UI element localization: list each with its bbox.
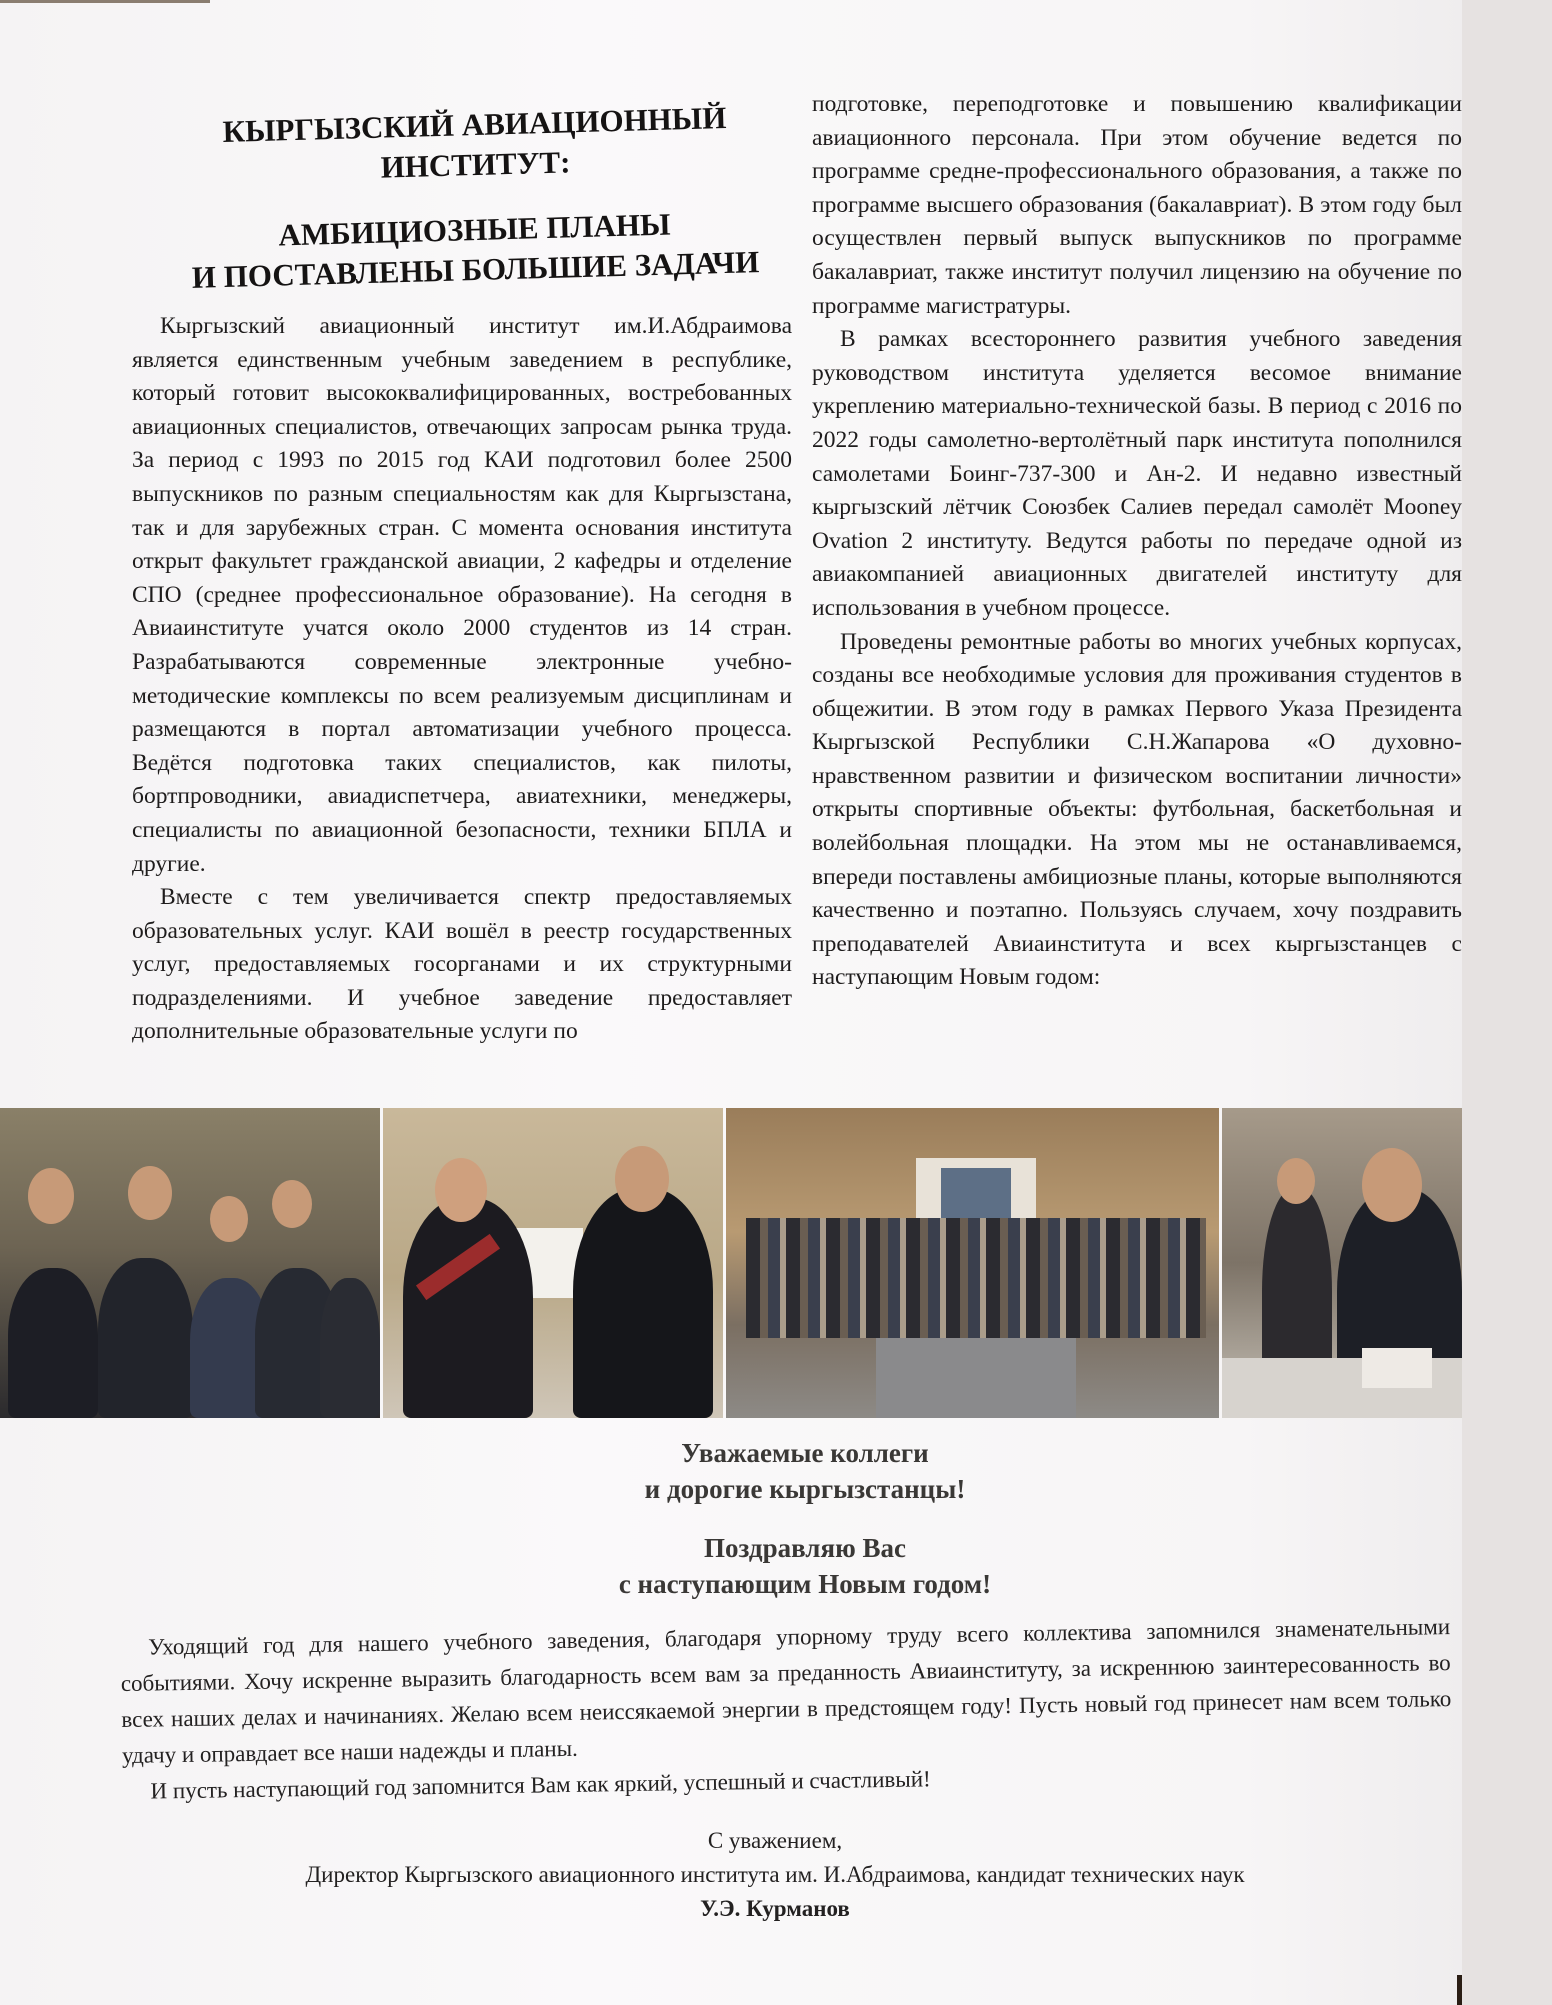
paragraph: Уходящий год для нашего учебного заведения, благодаря упорному труду всего коллектива запомнился знаменательными событиями. Хочу искренне выразить благодарность всем вам за преданность Авиаинституту, за искреннюю заинтересованность во всех наших делах и начинаниях. Желаю всем неиссякаемой энергии в предстоящем году! Пусть новый год принесет нам всем только удачу и оправдает все наши надежды и планы. (120, 1614, 1452, 1768)
paragraph-continuation: подготовке, переподготовке и повышению квалификации авиационного персонала. При этом обучение ведется по программе средне-профессионального образования, а также по программе высшего образования (бакалавриат). В этом году был осуществлен первый выпуск выпускников по программе бакалавриат, также институт получил лицензию на обучение по программе магистратуры. (812, 91, 1462, 319)
closing-text (120, 1609, 1453, 1810)
photo-award-ceremony (383, 1108, 723, 1418)
signature-regards: С уважением, (707, 1828, 843, 1853)
subtitle-line-2: И ПОСТАВЛЕНЫ БОЛЬШИЕ ЗАДАЧИ (191, 244, 760, 295)
paragraph: В рамках всестороннего развития учебного заведения руководством института уделяется весомое внимание укреплению материально-технической базы. В период с 2016 по 2022 годы самолетно-вертолётный парк института пополнился самолетами Боинг-737-300 и Ан-2. И недавно известный кыргызский лётчик Союзбек Салиев передал самолёт Mooney Ovation 2 институту. Ведутся работы по передаче одной из авиакомпанией авиационных двигателей институту для использования в учебном процессе. (812, 326, 1462, 621)
greeting-line: Уважаемые коллеги (681, 1438, 929, 1468)
photo-strip (0, 1108, 1462, 1418)
signature-position: Директор Кыргызского авиационного института им. И.Абдраимова, кандидат технических наук (305, 1862, 1245, 1887)
subtitle-line-1: АМБИЦИОЗНЫЕ ПЛАНЫ (277, 206, 671, 253)
greeting-heading (340, 1435, 1270, 1507)
paragraph: И пусть наступающий год запомнится Вам как яркий, успешный и счастливый! (150, 1766, 931, 1804)
greeting-line: с наступающим Новым годом! (618, 1569, 992, 1599)
title-line-2: ИНСТИТУТ: (380, 144, 571, 185)
article-left-column (132, 310, 792, 1049)
greeting-line: Поздравляю Вас (704, 1533, 906, 1563)
article-right-column (812, 88, 1462, 995)
congratulation-heading (340, 1530, 1270, 1602)
paragraph: Вместе с тем увеличивается спектр предоставляемых образовательных услуг. КАИ вошёл в реестр государственных услуг, предоставляемых госорганами и их структурными подразделениями. И учебное заведение предоставляет дополнительные образовательные услуги по (132, 884, 792, 1045)
greeting-line: и дорогие кыргызстанцы! (644, 1474, 966, 1504)
paragraph: Проведены ремонтные работы во многих учебных корпусах, созданы все необходимые условия для проживания студентов в общежитии. В этом году в рамках Первого Указа Президента Кыргызской Республики С.Н.Жапарова «О духовно-нравственном развитии и физическом воспитании личности» открыты спортивные объекты: футбольная, баскетбольная и волейбольная площадки. На этом мы не останавливаемся, впереди поставлены амбициозные планы, которые выполняются качественно и поэтапно. Пользуясь случаем, хочу поздравить преподавателей Авиаинститута и всех кыргызстанцев с наступающим Новым годом: (812, 628, 1462, 991)
photo-students-in-uniform (0, 1108, 380, 1418)
photo-director-speaking (1222, 1108, 1462, 1418)
photo-group-event (726, 1108, 1219, 1418)
page-edge (1462, 0, 1552, 2005)
paragraph: Кыргызский авиационный институт им.И.Абдраимова является единственным учебным заведением в республике, который готовит высококвалифицированных, востребованных авиационных специалистов, отвечающих запросам рынка труда. За период с 1993 по 2015 год КАИ подготовил более 2500 выпускников по разным специальностям как для Кыргызстана, так и для зарубежных стран. С момента основания института открыт факультет гражданской авиации, 2 кафедры и отделение СПО (среднее профессиональное образование). На сегодня в Авиаинституте учатся около 2000 студентов из 14 стран. Разрабатываются современные электронные учебно-методические комплексы по всем реализуемым дисциплинам и размещаются в портал автоматизации учебного процесса. Ведётся подготовка таких специалистов, как пилоты, бортпроводники, авиадиспетчера, авиатехники, менеджеры, специалисты по авиационной безопасности, техники БПЛА и другие. (132, 313, 792, 877)
title-line-1: КЫРГЫЗСКИЙ АВИАЦИОННЫЙ (222, 99, 727, 150)
signature-name: У.Э. Курманов (700, 1896, 850, 1921)
corner-mark (0, 0, 210, 17)
page-tick (1457, 1975, 1462, 2005)
